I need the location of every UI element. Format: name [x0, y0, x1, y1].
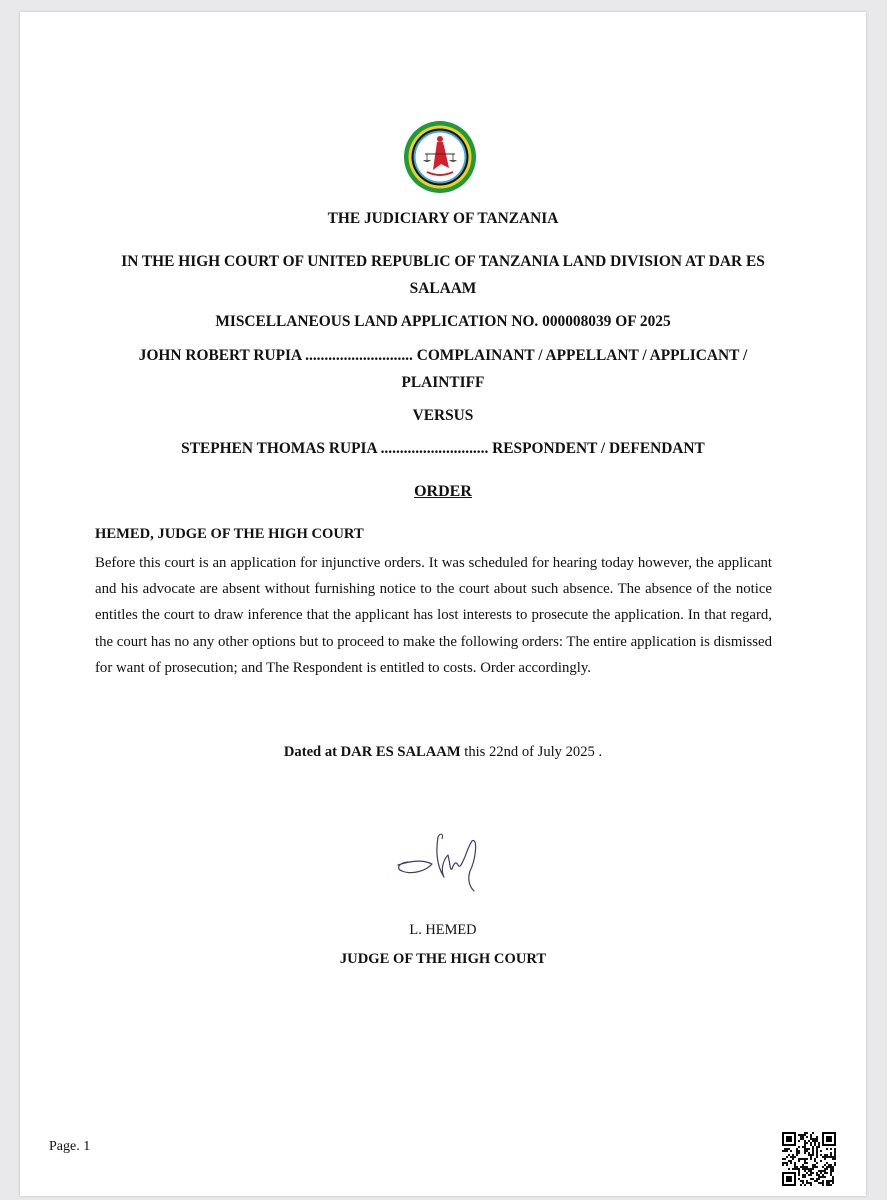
dated-place: Dated at DAR ES SALAAM [283, 744, 461, 760]
judge-line: HEMED, JUDGE OF THE HIGH COURT [95, 526, 364, 542]
versus-label: VERSUS [412, 407, 474, 424]
respondent-line: STEPHEN THOMAS RUPIA ............................ RESPONDENT / DEFENDANT [181, 440, 705, 457]
judiciary-seal-logo [403, 120, 477, 194]
page-number: Page. 1 [49, 1139, 91, 1154]
signatory-name: L. HEMED [409, 922, 477, 938]
signatory-title: JUDGE OF THE HIGH COURT [339, 951, 547, 967]
dated-line [20, 744, 866, 761]
qr-code-icon [782, 1132, 836, 1186]
document-page [20, 12, 866, 1196]
applicant-line: JOHN ROBERT RUPIA ............................ COMPLAINANT / APPELLANT / APPLICANT / PLAINTIFF [138, 347, 748, 391]
judge-signature [392, 819, 486, 899]
order-title: ORDER [414, 483, 472, 500]
order-body: Before this court is an application for injunctive orders. It was scheduled for hearing today however, the applicant and his advocate are absent without furnishing notice to the court about such absence. The absence of the notice entitles the court to draw inference that the applicant has lost interests to prosecute the application. In that regard, the court has no any other options but to proceed to make the following orders: The entire application is dismissed for want of prosecution; and The Respondent is entitled to costs. Order accordingly. [95, 555, 772, 676]
application-number: MISCELLANEOUS LAND APPLICATION NO. 000008039 OF 2025 [215, 313, 671, 330]
court-name: IN THE HIGH COURT OF UNITED REPUBLIC OF TANZANIA LAND DIVISION AT DAR ES SALAAM [121, 253, 765, 297]
dated-date: this 22nd of July 2025 . [464, 744, 603, 760]
court-title: THE JUDICIARY OF TANZANIA [327, 210, 559, 227]
